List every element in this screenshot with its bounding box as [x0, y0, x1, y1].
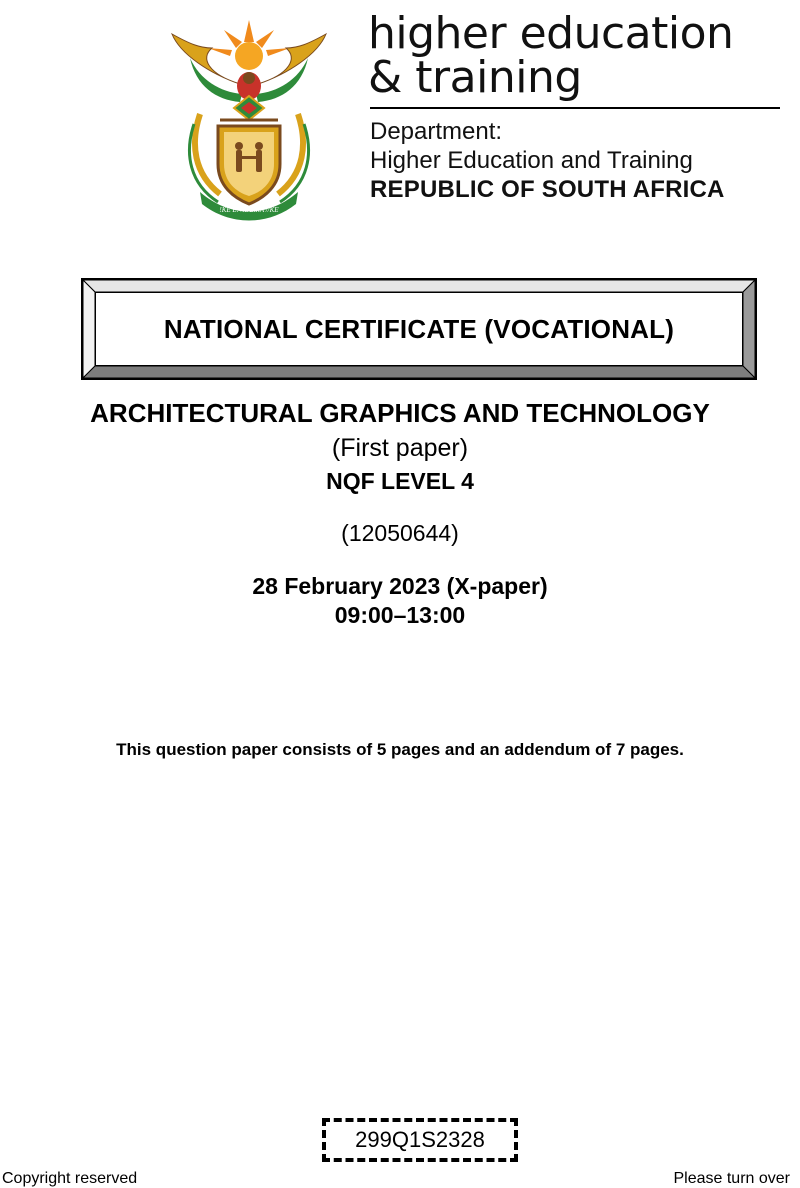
- sun-icon: [208, 20, 290, 70]
- certificate-title-panel: [95, 292, 743, 366]
- paper-code: 299Q1S2328: [355, 1127, 485, 1152]
- certificate-title: NATIONAL CERTIFICATE (VOCATIONAL): [163, 313, 675, 344]
- turn-over-footer: Please turn over: [673, 1170, 790, 1187]
- subject-title: ARCHITECTURAL GRAPHICS AND TECHNOLOGY: [90, 398, 710, 428]
- coat-of-arms-logo: [160, 14, 338, 224]
- department-label: Department:: [370, 118, 503, 145]
- copyright-footer: Copyright reserved: [2, 1170, 138, 1187]
- brand-title: [368, 8, 788, 103]
- paper-number: (First paper): [331, 434, 469, 462]
- subject-code: (12050644): [341, 520, 459, 546]
- exam-date: 28 February 2023 (X-paper): [252, 573, 548, 599]
- nqf-level: NQF LEVEL 4: [326, 468, 474, 494]
- exam-time: 09:00–13:00: [334, 602, 466, 628]
- brand-divider: [370, 107, 780, 109]
- brand-line-1: higher education: [368, 8, 734, 59]
- brand-line-2: & training: [368, 52, 582, 103]
- exam-date-block: [0, 572, 800, 630]
- document-header: [0, 0, 800, 230]
- crest-motto: !KE E: /XARRA //KE: [219, 206, 279, 214]
- certificate-title-frame: [81, 278, 757, 380]
- paper-code-box: [322, 1118, 518, 1162]
- department-block: [370, 117, 790, 204]
- country-name: REPUBLIC OF SOUTH AFRICA: [370, 176, 725, 203]
- page-count-note: This question paper consists of 5 pages and an addendum of 7 pages.: [116, 740, 684, 759]
- department-name: Higher Education and Training: [370, 147, 693, 174]
